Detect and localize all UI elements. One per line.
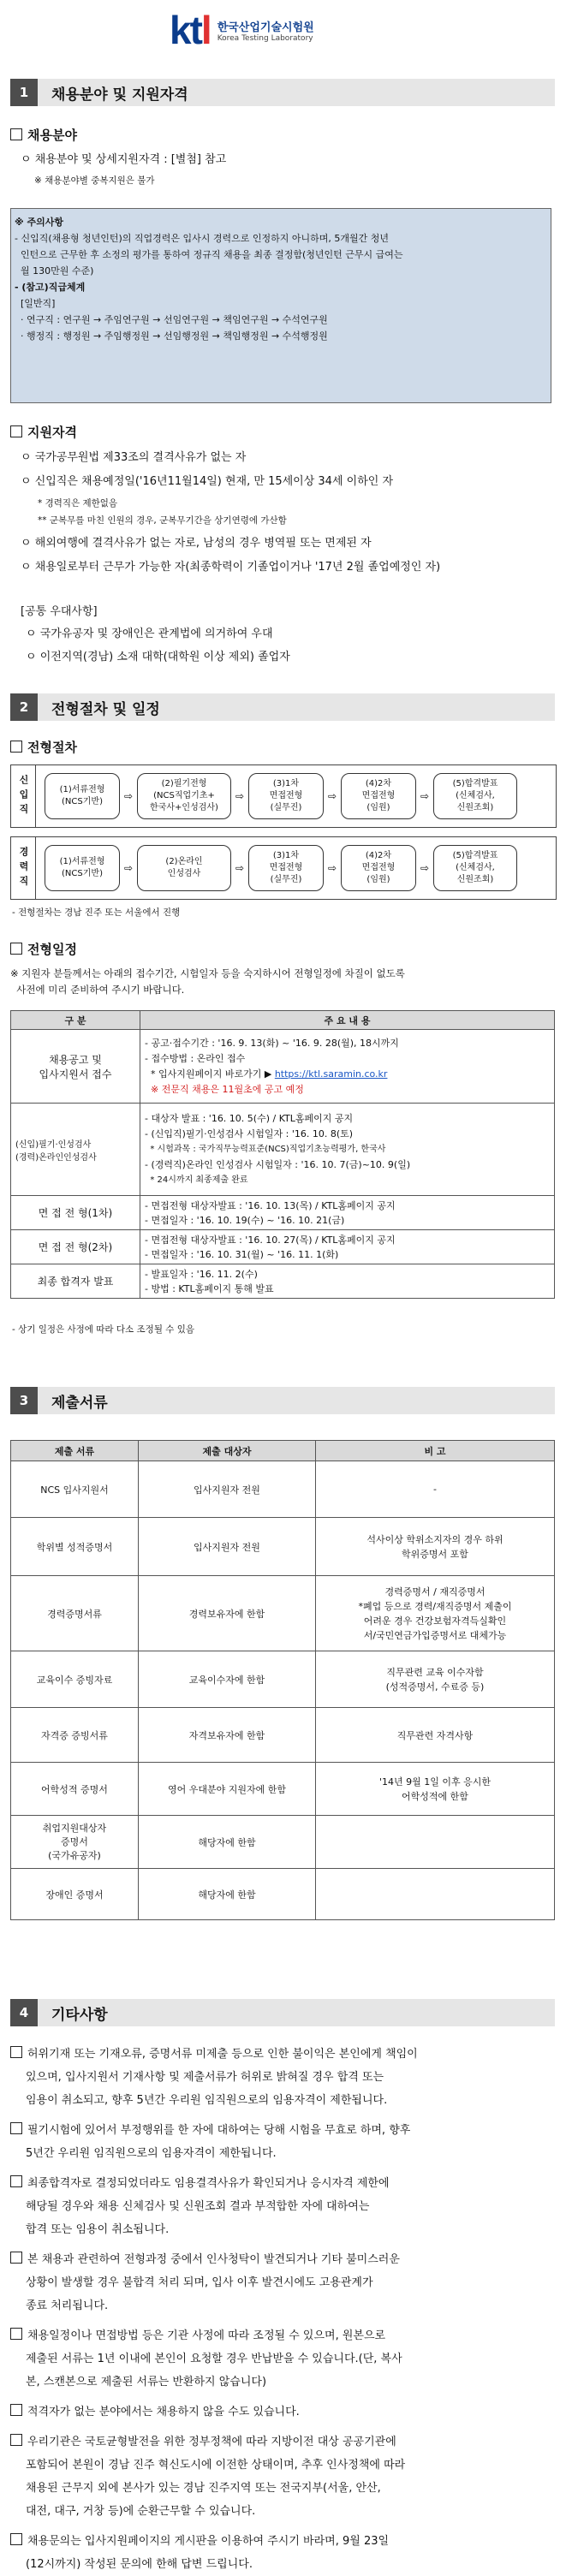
section-number: 1	[10, 79, 38, 106]
row-line: - 발표일자 : '16. 11. 2(수)	[145, 1268, 258, 1280]
table-row	[11, 1763, 555, 1816]
table-row	[11, 1651, 555, 1708]
table-row	[11, 1869, 555, 1920]
caution-line: 월 130만원 수준)	[15, 265, 94, 277]
row-line: - 방법 : KTL홈페이지 통해 발표	[145, 1282, 274, 1294]
flow-step: (1)서류전형 (NCS기반)	[45, 773, 120, 819]
arrow-right-icon: ⇨	[235, 862, 245, 874]
section-3-header	[10, 1387, 555, 1414]
flow-step: (1)서류전형 (NCS기반)	[45, 845, 120, 891]
table-header: 구 분	[11, 1011, 140, 1030]
section-4-header	[10, 1999, 555, 2026]
table-row	[11, 1461, 555, 1518]
section-1-header	[10, 79, 555, 106]
list-item: 채용일정이나 면접방법 등은 기관 사정에 따라 조정될 수 있으며, 원본으로 제출된 서류는 1년 이내에 본인이 요청할 경우 반납받을 수 있습니다.(단, 복사 본, 스캔본으로 제출된 서류는 반환하지 않습니다)	[10, 2324, 555, 2394]
section-number: 3	[10, 1387, 38, 1414]
doc-name: 학위별 성적증명서	[11, 1518, 139, 1576]
heading-schedule: 전형일정	[10, 940, 77, 958]
row-line: - 면접전형 대상자발표 : '16. 10. 13(목) / KTL홈페이지 공지	[145, 1199, 396, 1211]
flow-step: (3)1차 면접전형 (실무진)	[248, 845, 324, 891]
section-number: 2	[10, 693, 38, 721]
row-line: * 입사지원페이지 바로가기 ▶	[145, 1068, 275, 1080]
other-items	[10, 2043, 555, 2576]
doc-name: 장애인 증명서	[11, 1869, 139, 1920]
table-header: 제출 서류	[11, 1441, 139, 1461]
list-item: 허위기재 또는 기재오류, 증명서류 미제출 등으로 인한 불이익은 본인에게 책임이 있으며, 입사지원서 기재사항 및 제출서류가 허위로 밝혀질 경우 합격 또는 임용이 취소되고, 향후 5년간 우리원 임직원으로의 임용자격이 제한됩니다.	[10, 2043, 555, 2112]
flow-step: (5)합격발표 (신체검사, 신원조회)	[433, 773, 517, 819]
org-name-ko: 한국산업기술시험원	[217, 21, 314, 34]
table-header: 주 요 내 용	[140, 1011, 555, 1030]
arrow-right-icon: ⇨	[123, 790, 134, 802]
flow-step: (4)2차 면접전형 (임원)	[341, 845, 416, 891]
list-item: 본 채용과 관련하여 전형과정 중에서 인사청탁이 발견되거나 기타 불미스러운 상황이 발생할 경우 불합격 처리 되며, 입사 이후 발견시에도 고용관계가 종료 처리됩니다.	[10, 2248, 555, 2317]
checkbox-icon	[10, 425, 22, 437]
list-item: 채용문의는 입사지원페이지의 게시판을 이용하여 주시기 바라며, 9월 23일 (12시까지) 작성된 문의에 한해 답변 드립니다.	[10, 2530, 555, 2576]
row-label: 면 접 전 형(1차)	[11, 1196, 140, 1230]
caution-line: 인턴으로 근무한 후 소정의 평가를 통하여 정규직 채용을 최종 결정함(청년인턴 근무시 급여는	[15, 249, 403, 260]
doc-name: 경력증명서류	[11, 1576, 139, 1651]
table-row	[11, 1264, 555, 1299]
org-name-en: Korea Testing Laboratory	[217, 33, 313, 43]
table-row	[11, 1030, 555, 1104]
doc-target: 해당자에 한함	[139, 1869, 316, 1920]
table-row	[11, 1196, 555, 1230]
row-line: - 공고·접수기간 : '16. 9. 13(화) ~ '16. 9. 28(월), 18시까지	[145, 1037, 399, 1049]
table-header: 비 고	[316, 1441, 555, 1461]
checkbox-icon	[10, 741, 22, 753]
qual-line: ㅇ 국가공무원법 제33조의 결격사유가 없는 자	[21, 451, 247, 464]
list-item: 적격자가 없는 분야에서는 채용하지 않을 수도 있습니다.	[10, 2400, 555, 2424]
qual-line: ㅇ 해외여행에 결격사유가 없는 자로, 남성의 경우 병역필 또는 면제된 자	[21, 537, 372, 550]
row-line: - 면접전형 대상자발표 : '16. 10. 27(목) / KTL홈페이지 공지	[145, 1234, 396, 1246]
qual-line: ㅇ 채용일로부터 근무가 가능한 자(최종학력이 기졸업이거나 '17년 2월 졸업예정인 자)	[21, 561, 441, 574]
flow-label: 신입직	[11, 765, 36, 827]
table-row	[11, 1576, 555, 1651]
list-item: 우리기관은 국토균형발전을 위한 정부정책에 따라 지방이전 대상 공공기관에 포함되어 본원이 경남 진주 혁신도시에 이전한 상태이며, 추후 인사정책에 따라 채용된 근무지 외에 본사가 있는 경남 진주지역 또는 전국지부(서울, 안산, 대전, 대구, 거창 등)에 순환근무할 수 있습니다.	[10, 2430, 555, 2523]
section-title: 제출서류	[51, 1394, 108, 1412]
field-note: ※ 채용분야별 중복지원은 불가	[34, 176, 155, 186]
preference-title: [공통 우대사항]	[21, 605, 98, 618]
row-line: - 접수방법 : 온라인 접수	[145, 1052, 246, 1064]
qual-note: * 경력직은 제한없음	[38, 498, 118, 509]
doc-target: 영어 우대분야 지원자에 한함	[139, 1763, 316, 1816]
table-row	[11, 1230, 555, 1264]
list-item: 최종합격자로 결정되었더라도 임용결격사유가 확인되거나 응시자격 제한에 해당될 경우와 채용 신체검사 및 신원조회 결과 부적합한 자에 대하여는 합격 또는 임용이 취소됩니다.	[10, 2172, 555, 2241]
row-line: - 면접일자 : '16. 10. 19(수) ~ '16. 10. 21(금)	[145, 1214, 345, 1226]
caution-line: - (참고)직급체계	[15, 282, 86, 293]
table-row	[11, 1518, 555, 1576]
table-header: 제출 대상자	[139, 1441, 316, 1461]
process-flow-career	[10, 836, 557, 900]
arrow-right-icon: ⇨	[327, 862, 337, 874]
logo-mark: ktl	[170, 8, 211, 52]
doc-remark	[316, 1869, 555, 1920]
checkbox-icon	[10, 128, 22, 140]
section-title: 기타사항	[51, 2006, 108, 2024]
doc-remark	[316, 1816, 555, 1869]
doc-remark: -	[316, 1461, 555, 1518]
doc-target: 해당자에 한함	[139, 1816, 316, 1869]
row-line: - 면접일자 : '16. 10. 31(월) ~ '16. 11. 1(화)	[145, 1248, 339, 1260]
section-title: 전형절차 및 일정	[51, 700, 160, 718]
preference-line: ㅇ 이전지역(경남) 소재 대학(대학원 이상 제외) 졸업자	[26, 651, 290, 663]
documents-table	[10, 1440, 555, 1920]
row-line: - (신입직)필기·인성검사 시험일자 : '16. 10. 8(토)	[145, 1127, 354, 1139]
doc-remark: 석사이상 학위소지자의 경우 하위 학위증명서 포함	[316, 1518, 555, 1576]
row-label: 채용공고 및 입사지원서 접수	[11, 1030, 140, 1104]
list-item: 필기시험에 있어서 부정행위를 한 자에 대하여는 당해 시험을 무효로 하며, 향후 5년간 우리원 임직원으로의 임용자격이 제한됩니다.	[10, 2119, 555, 2165]
doc-target: 입사지원자 전원	[139, 1461, 316, 1518]
doc-name: 어학성적 증명서	[11, 1763, 139, 1816]
arrow-right-icon: ⇨	[420, 862, 430, 874]
table-row	[11, 1104, 555, 1196]
row-label: 최종 합격자 발표	[11, 1264, 140, 1299]
flow-step: (4)2차 면접전형 (임원)	[341, 773, 416, 819]
qual-note: ** 군복무를 마친 인원의 경우, 군복무기간을 상기연령에 가산함	[38, 515, 287, 526]
flow-step: (2)온라인 인성검사	[137, 845, 231, 891]
qual-line: ㅇ 신입직은 채용예정일('16년11월14일) 현재, 만 15세이상 34세 이하인 자	[21, 475, 394, 488]
preference-line: ㅇ 국가유공자 및 장애인은 관계법에 의거하여 우대	[26, 628, 273, 640]
table-row	[11, 1816, 555, 1869]
process-flow-new	[10, 764, 557, 828]
schedule-table	[10, 1010, 555, 1299]
notice-line: ※ 지원자 분들께서는 아래의 접수기간, 시험일자 등을 숙지하시어 전형일정에 차질이 없도록	[10, 967, 405, 979]
doc-name: 취업지원대상자 증명서 (국가유공자)	[11, 1816, 139, 1869]
arrow-right-icon: ⇨	[420, 790, 430, 802]
row-line: - (경력직)온라인 인성검사 시험일자 : '16. 10. 7(금)~10. 9(일)	[145, 1158, 411, 1170]
doc-target: 입사지원자 전원	[139, 1518, 316, 1576]
doc-remark: '14년 9월 1일 이후 응시한 어학성적에 한함	[316, 1763, 555, 1816]
schedule-note: - 상기 일정은 사정에 따라 다소 조정될 수 있음	[12, 1324, 195, 1335]
flow-step: (5)합격발표 (신체검사, 신원조회)	[433, 845, 517, 891]
flow-note: - 전형절차는 경남 진주 또는 서울에서 진행	[12, 907, 181, 918]
doc-name: NCS 입사지원서	[11, 1461, 139, 1518]
schedule-notice	[10, 966, 405, 998]
doc-target: 자격보유자에 한함	[139, 1708, 316, 1763]
doc-name: 교육이수 증빙자료	[11, 1651, 139, 1708]
arrow-right-icon: ⇨	[235, 790, 245, 802]
checkbox-icon	[10, 943, 22, 955]
row-line: ※ 전문직 채용은 11월초에 공고 예정	[145, 1083, 304, 1095]
heading-process: 전형절차	[10, 738, 77, 756]
row-line: - 대상자 발표 : '16. 10. 5(수) / KTL홈페이지 공지	[145, 1112, 354, 1124]
doc-remark: 경력증명서 / 재직증명서 *폐업 등으로 경력/재직증명서 제출이 어려운 경우 건강보험자격득실확인 서/국민연금가입증명서로 대체가능	[316, 1576, 555, 1651]
table-row	[11, 1708, 555, 1763]
caution-line: - 신입직(채용형 청년인턴)의 직업경력은 입사시 경력으로 인정하지 아니하며, 5개월간 청년	[15, 233, 390, 244]
doc-target: 교육이수자에 한함	[139, 1651, 316, 1708]
arrow-right-icon: ⇨	[327, 790, 337, 802]
doc-target: 경력보유자에 한함	[139, 1576, 316, 1651]
flow-step: (2)필기전형 (NCS직업기초+ 한국사+인성검사)	[137, 773, 231, 819]
field-line: ㅇ 채용분야 및 상세지원자격 : [별첨] 참고	[21, 153, 227, 166]
row-line: * 24시까지 최종제출 완료	[145, 1175, 248, 1185]
heading-field: 채용분야	[10, 126, 77, 144]
caution-line: · 행정직 : 행정원 → 주임행정원 → 선임행정원 → 책임행정원 → 수석행정원	[15, 330, 328, 342]
flow-step: (3)1차 면접전형 (실무진)	[248, 773, 324, 819]
section-title: 채용분야 및 지원자격	[51, 86, 188, 104]
caution-line: [일반직]	[15, 298, 56, 309]
caution-line: · 연구직 : 연구원 → 주임연구원 → 선임연구원 → 책임연구원 → 수석연구원	[15, 314, 328, 325]
caution-box	[10, 208, 551, 403]
doc-remark: 직무관련 자격사항	[316, 1708, 555, 1763]
arrow-right-icon: ⇨	[123, 862, 134, 874]
heading-qualification: 지원자격	[10, 423, 77, 441]
flow-label: 경력직	[11, 837, 36, 899]
doc-remark: 직무관련 교육 이수자함 (성적증명서, 수료증 등)	[316, 1651, 555, 1708]
caution-title: ※ 주의사항	[15, 217, 64, 228]
doc-name: 자격증 증빙서류	[11, 1708, 139, 1763]
section-2-header	[10, 693, 555, 721]
apply-page-link[interactable]: https://ktl.saramin.co.kr	[274, 1068, 388, 1080]
row-line: * 시험과목 : 국가직무능력표준(NCS)직업기초능력평가, 한국사	[145, 1144, 386, 1154]
section-number: 4	[10, 1999, 38, 2026]
ktl-logo	[170, 7, 314, 53]
notice-line: 사전에 미리 준비하여 주시기 바랍니다.	[10, 984, 185, 996]
row-label: 면 접 전 형(2차)	[11, 1230, 140, 1264]
row-label: (신입)필기·인성검사 (경력)온라인인성검사	[11, 1104, 140, 1196]
